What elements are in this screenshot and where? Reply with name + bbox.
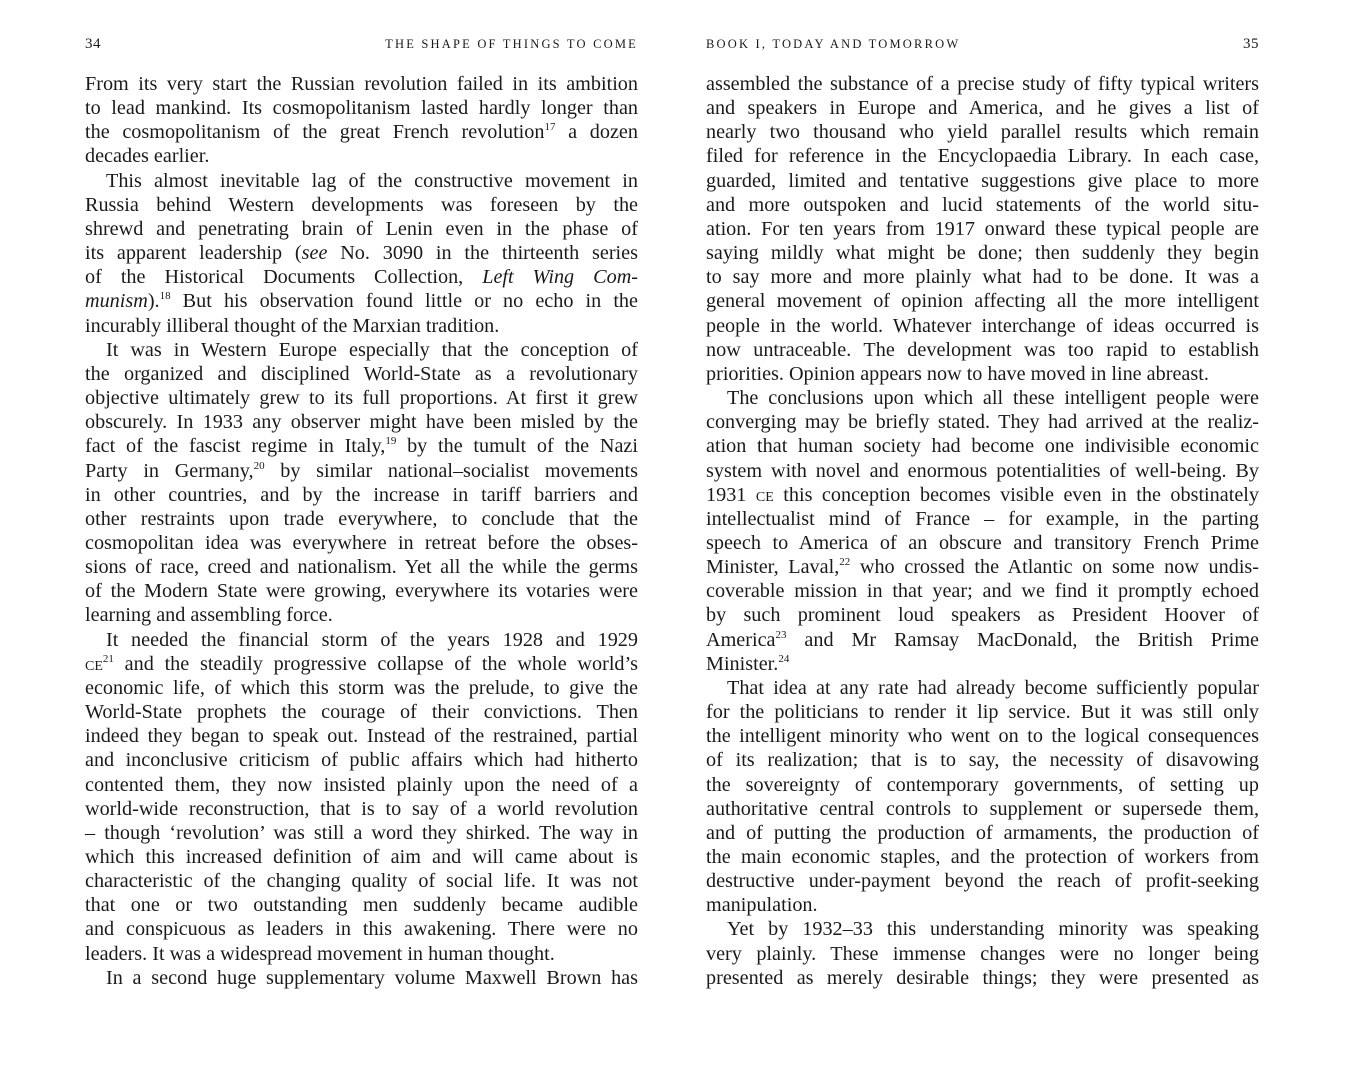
- text-line: It needed the financial storm of the years 1928 and 1929: [106, 628, 638, 651]
- text-line: assembled the substance of a precise study of fifty typical writers: [706, 73, 1259, 95]
- text-line: America$^{23}$ and Mr Ramsay MacDonald, the British Prime: [706, 628, 1259, 651]
- text-line: people in the world. Whatever interchange of ideas occurred is: [706, 314, 1259, 337]
- text-line: other restraints upon trade everywhere, to conclude that the: [85, 507, 638, 530]
- text-line: speech to America of an obscure and transitory French Prime: [706, 531, 1259, 554]
- running-head-left: [85, 36, 638, 58]
- text-line: that one or two outstanding men suddenly became audible: [85, 894, 638, 917]
- text-line: ation. For ten years from 1917 onward these typical people are: [706, 217, 1259, 240]
- text-line: which this increased definition of aim and will came about is: [85, 846, 638, 868]
- text-line: guarded, limited and tentative suggestions give place to more: [706, 169, 1259, 192]
- text-line: coverable mission in that year; and we find it promptly echoed: [706, 580, 1259, 603]
- text-line: 1931 ce this conception becomes visible even in the obstinately: [706, 483, 1259, 506]
- right-page: [706, 36, 1259, 990]
- text-line: learning and assembling force.: [85, 604, 333, 627]
- text-line: obscurely. In 1933 any observer might have been misled by the: [85, 411, 638, 434]
- footnote-marker: 24: [778, 652, 790, 665]
- text-line: intellectualist mind of France – for example, in the parting: [706, 507, 1259, 530]
- footnote-marker: 21: [102, 652, 114, 665]
- footnote-marker: 17: [544, 121, 556, 134]
- text-line: Minister.$^{24}$: [706, 652, 790, 675]
- text-line: – though ‘revolution’ was still a word they shirked. The way in: [85, 821, 638, 844]
- text-line: and more outspoken and lucid statements of the world situ-: [706, 193, 1259, 216]
- text-line: of the Modern State were growing, everywhere its votaries were: [85, 580, 638, 603]
- text-line: The conclusions upon which all these intelligent people were: [727, 387, 1259, 410]
- text-line: the sovereignty of contemporary governments, of setting up: [706, 773, 1259, 796]
- text-line: and of putting the production of armaments, the production of: [706, 821, 1259, 844]
- text-line: World-State prophets the courage of their convictions. Then: [85, 701, 638, 724]
- text-line: saying mildly what might be done; then suddenly they begin: [706, 242, 1259, 265]
- text-line: manipulation.: [706, 894, 818, 917]
- text-line: now untraceable. The development was too rapid to establish: [706, 338, 1259, 361]
- footnote-marker: 22: [839, 556, 851, 569]
- text-line: This almost inevitable lag of the constructive movement in: [106, 169, 638, 192]
- page-number-left: 34: [85, 36, 101, 52]
- text-line: converging may be briefly stated. They had arrived at the realiz-: [706, 411, 1259, 434]
- text-line: and conspicuous as leaders in this awakening. There were no: [85, 918, 638, 941]
- text-line: its apparent leadership (see No. 3090 in the thirteenth series: [85, 242, 638, 265]
- section-title-header: BOOK I, TODAY AND TOMORROW: [706, 37, 961, 51]
- running-head-right: [706, 36, 1259, 58]
- text-line: munism).$^{18}$ But his observation found little or no echo in the: [85, 290, 638, 313]
- text-line: cosmopolitan idea was everywhere in retreat before the obses-: [85, 531, 638, 554]
- left-page-body: [85, 72, 638, 990]
- text-line: very plainly. These immense changes were no longer being: [706, 942, 1259, 965]
- text-line: economic life, of which this storm was the prelude, to give the: [85, 676, 638, 699]
- text-line: indeed they began to speak out. Instead of the restrained, partial: [85, 725, 638, 748]
- text-line: world-wide reconstruction, that is to say of a world revolution: [85, 797, 638, 820]
- text-line: ation that human society had become one indivisible economic: [706, 435, 1259, 458]
- text-line: shrewd and penetrating brain of Lenin even in the phase of: [85, 217, 638, 240]
- text-line: incurably illiberal thought of the Marxian tradition.: [85, 314, 500, 337]
- left-page: [85, 36, 638, 990]
- text-line: characteristic of the changing quality of social life. It was not: [85, 870, 638, 893]
- text-line: destructive under-payment beyond the reach of profit-seeking: [706, 870, 1259, 893]
- text-line: of the Historical Documents Collection, Left Wing Com-: [85, 266, 638, 289]
- text-line: decades earlier.: [85, 145, 210, 168]
- text-line: of its realization; that is to say, the necessity of disavowing: [706, 749, 1259, 772]
- text-line: system with novel and enormous potentialities of well-being. By: [706, 459, 1259, 482]
- text-line: presented as merely desirable things; they were presented as: [706, 966, 1259, 989]
- text-line: nearly two thousand who yield parallel results which remain: [706, 121, 1259, 144]
- text-line: filed for reference in the Encyclopaedia Library. In each case,: [706, 145, 1259, 168]
- text-line: the intelligent minority who went on to the logical consequences: [706, 725, 1259, 748]
- text-line: Yet by 1932–33 this understanding minority was speaking: [727, 918, 1259, 941]
- text-line: contented them, they now insisted plainly upon the need of a: [85, 773, 638, 796]
- right-page-body: [706, 72, 1259, 990]
- text-line: by such prominent loud speakers as President Hoover of: [706, 604, 1259, 627]
- footnote-marker: 18: [159, 290, 171, 303]
- text-line: Minister, Laval,$^{22}$ who crossed the Atlantic on some now undis-: [706, 556, 1260, 579]
- text-line: sions of race, creed and nationalism. Yet all the while the germs: [85, 556, 638, 579]
- text-line: to say more and more plainly what had to be done. It was a: [706, 266, 1259, 289]
- text-line: Party in Germany,$^{20}$ by similar national–socialist movements: [85, 459, 638, 482]
- text-line: leaders. It was a widespread movement in human thought.: [85, 942, 555, 965]
- book-title-header: THE SHAPE OF THINGS TO COME: [385, 37, 638, 51]
- page-number-right: 35: [1243, 36, 1259, 52]
- text-line: for the politicians to render it lip service. But it was still only: [706, 701, 1259, 724]
- text-line: in other countries, and by the increase in tariff barriers and: [85, 483, 638, 506]
- footnote-marker: 19: [385, 435, 397, 448]
- text-line: fact of the fascist regime in Italy,$^{19}$ by the tumult of the Nazi: [85, 435, 638, 458]
- text-line: objective ultimately grew to its full proportions. At first it grew: [85, 387, 638, 410]
- footnote-marker: 20: [253, 459, 265, 472]
- text-line: the organized and disciplined World-State as a revolutionary: [85, 362, 638, 385]
- text-line: and speakers in Europe and America, and he gives a list of: [706, 97, 1259, 120]
- text-line: From its very start the Russian revolution failed in its ambition: [85, 73, 638, 95]
- text-line: the cosmopolitanism of the great French revolution$^{17}$ a dozen: [85, 121, 638, 144]
- text-line: and inconclusive criticism of public affairs which had hitherto: [85, 749, 638, 772]
- footnote-marker: 23: [775, 628, 787, 641]
- text-line: the main economic staples, and the protection of workers from: [706, 846, 1259, 868]
- text-line: authoritative central controls to supplement or supersede them,: [706, 797, 1259, 820]
- text-line: to lead mankind. Its cosmopolitanism lasted hardly longer than: [85, 97, 638, 120]
- text-line: Russia behind Western developments was foreseen by the: [85, 193, 638, 216]
- text-line: It was in Western Europe especially that the conception of: [106, 338, 638, 361]
- text-line: general movement of opinion affecting all the more intelligent: [706, 290, 1259, 313]
- text-line: $ce^{21}$ and the steadily progressive collapse of the whole world’s: [85, 652, 638, 675]
- text-line: priorities. Opinion appears now to have moved in line abreast.: [706, 362, 1209, 385]
- text-line: In a second huge supplementary volume Maxwell Brown has: [106, 966, 638, 989]
- text-line: That idea at any rate had already become sufficiently popular: [727, 676, 1259, 699]
